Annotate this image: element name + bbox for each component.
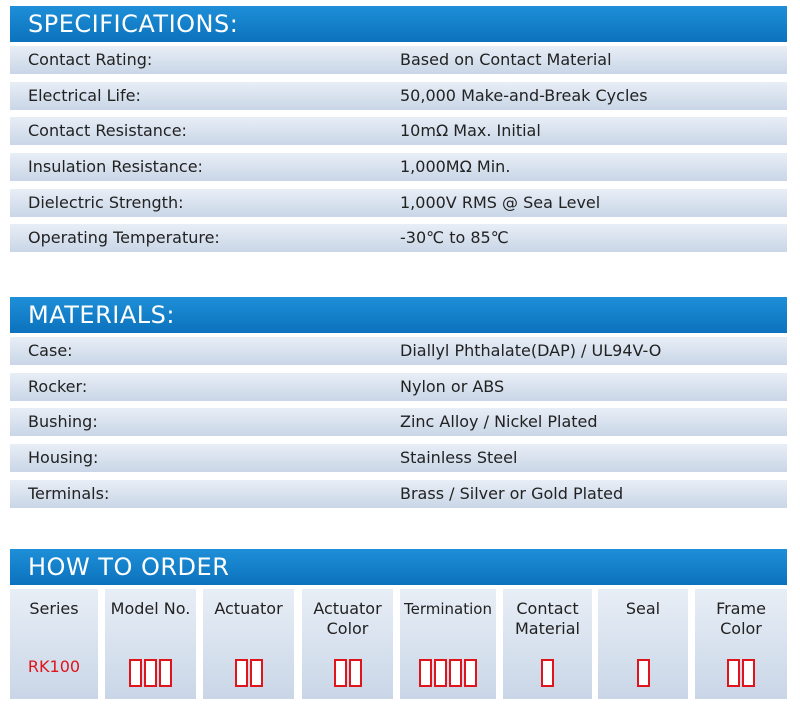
- code-box: [727, 659, 740, 687]
- order-col-series: [10, 589, 98, 699]
- spec-value: -30℃ to 85℃: [400, 228, 509, 248]
- code-box: [464, 659, 477, 687]
- code-box: [235, 659, 248, 687]
- order-col-label: Series: [29, 599, 79, 618]
- code-boxes: [302, 659, 393, 687]
- how-to-order-title: HOW TO ORDER: [10, 549, 787, 585]
- specifications-title: SPECIFICATIONS:: [10, 6, 787, 42]
- material-value: Diallyl Phthalate(DAP) / UL94V-O: [400, 341, 662, 360]
- order-col-model-no: [105, 589, 196, 699]
- code-box: [129, 659, 142, 687]
- order-col-label: Contact Material: [515, 599, 580, 638]
- spec-row: [10, 189, 787, 217]
- material-label: Bushing:: [28, 412, 98, 432]
- code-boxes: [203, 659, 294, 687]
- code-box: [250, 659, 263, 687]
- material-row: [10, 337, 787, 365]
- code-box: [449, 659, 462, 687]
- specifications-section: [10, 6, 787, 260]
- material-value: Stainless Steel: [400, 448, 518, 468]
- order-col-label: Seal: [625, 599, 661, 618]
- order-col-actuator: [203, 589, 294, 699]
- spec-row: [10, 46, 787, 74]
- spec-label: Electrical Life:: [28, 85, 141, 105]
- spec-value: Based on Contact Material: [400, 50, 612, 69]
- material-row: [10, 444, 787, 472]
- materials-title: MATERIALS:: [10, 297, 787, 333]
- code-box: [637, 659, 650, 687]
- code-box: [419, 659, 432, 687]
- material-label: Terminals:: [28, 483, 110, 503]
- order-col-label: Termination: [404, 600, 492, 618]
- spec-label: Dielectric Strength:: [28, 192, 184, 212]
- material-row: [10, 408, 787, 436]
- order-col-contact-material: [503, 589, 592, 699]
- order-col-termination: [400, 589, 496, 699]
- spec-value: 10mΩ Max. Initial: [400, 121, 541, 141]
- order-col-actuator-color: [302, 589, 393, 699]
- spec-row: [10, 153, 787, 181]
- code-box: [334, 659, 347, 687]
- code-box: [541, 659, 554, 687]
- material-label: Housing:: [28, 448, 99, 468]
- order-col-label: Actuator: [214, 599, 283, 618]
- code-box: [434, 659, 447, 687]
- material-label: Rocker:: [28, 376, 88, 396]
- spec-label: Insulation Resistance:: [28, 157, 203, 177]
- order-col-label: Model No.: [110, 599, 191, 618]
- how-to-order-section: [10, 549, 787, 699]
- spec-label: Operating Temperature:: [28, 228, 220, 248]
- code-box: [742, 659, 755, 687]
- material-value: Zinc Alloy / Nickel Plated: [400, 412, 598, 432]
- spec-label: Contact Rating:: [28, 50, 153, 69]
- code-boxes: [695, 659, 787, 687]
- order-columns: [10, 589, 787, 699]
- material-row: [10, 373, 787, 401]
- series-value: RK100: [27, 657, 81, 676]
- code-boxes: [400, 659, 496, 687]
- order-col-label: Frame Color: [716, 599, 766, 638]
- spec-label: Contact Resistance:: [28, 121, 187, 141]
- order-col-label: Actuator Color: [313, 599, 382, 638]
- code-box: [144, 659, 157, 687]
- materials-section: [10, 297, 787, 515]
- spec-value: 1,000MΩ Min.: [400, 157, 511, 177]
- code-boxes: [598, 659, 688, 687]
- spec-value: 50,000 Make-and-Break Cycles: [400, 85, 648, 105]
- spec-row: [10, 117, 787, 145]
- order-col-seal: [598, 589, 688, 699]
- code-boxes: [105, 659, 196, 687]
- code-box: [159, 659, 172, 687]
- material-value: Nylon or ABS: [400, 376, 505, 396]
- material-row: [10, 480, 787, 508]
- code-boxes: [503, 659, 592, 687]
- material-label: Case:: [28, 341, 73, 360]
- spec-value: 1,000V RMS @ Sea Level: [400, 192, 601, 212]
- spec-row: [10, 82, 787, 110]
- order-col-frame-color: [695, 589, 787, 699]
- material-value: Brass / Silver or Gold Plated: [400, 483, 624, 503]
- spec-row: [10, 224, 787, 252]
- code-box: [349, 659, 362, 687]
